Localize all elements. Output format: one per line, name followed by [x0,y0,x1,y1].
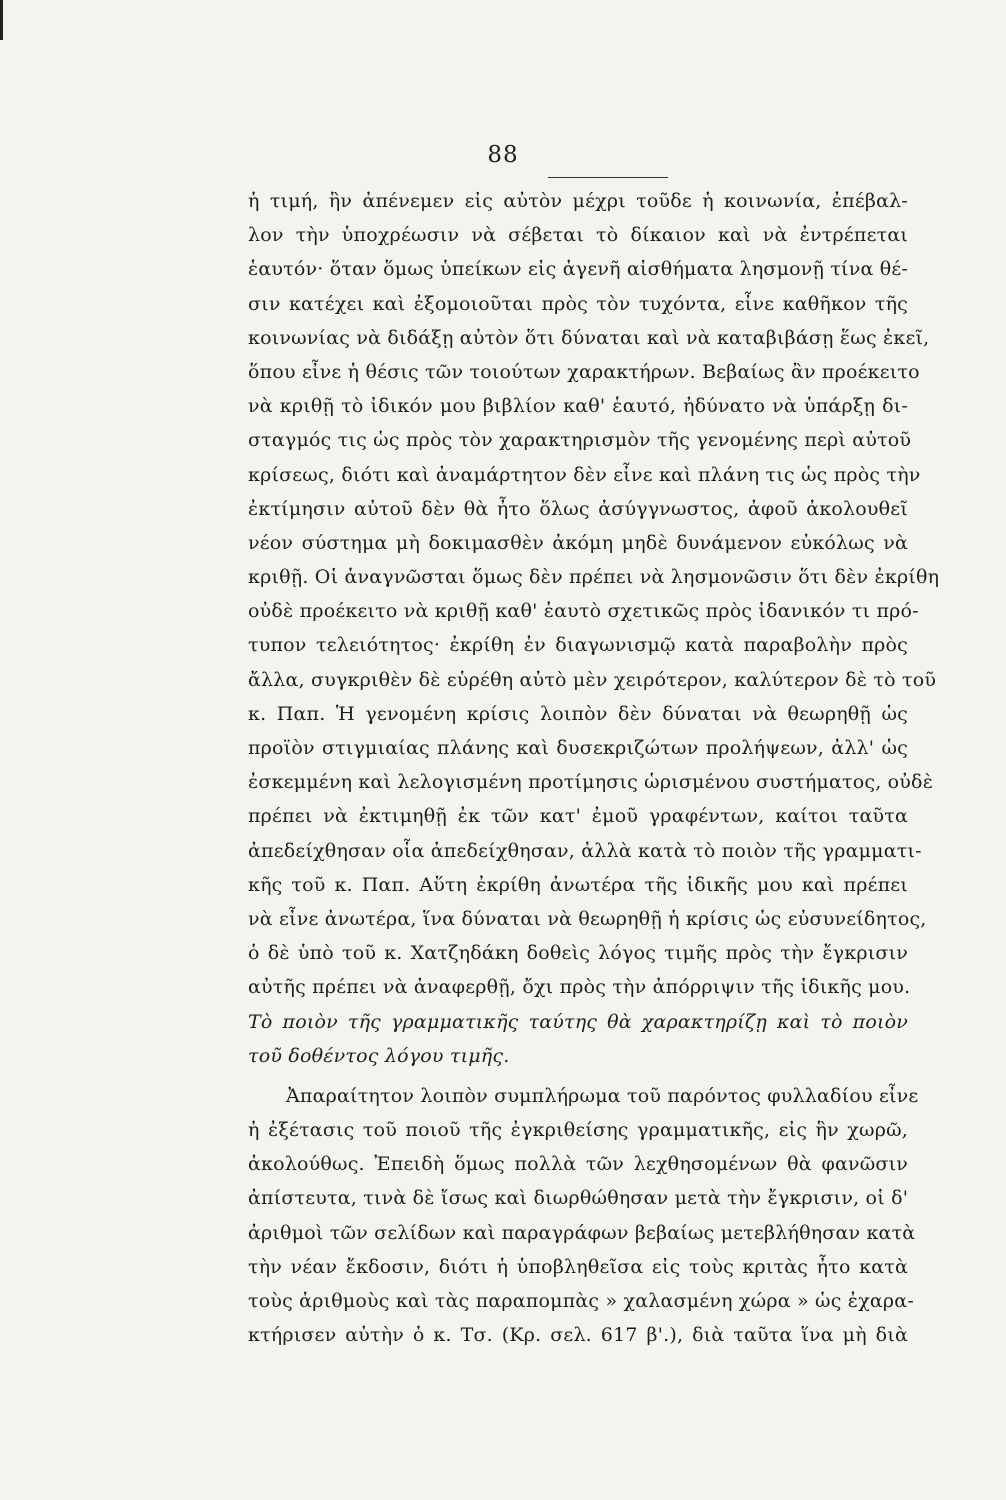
text-line: ἑαυτόν· ὅταν ὅμως ὑπείκων εἰς ἀγενῆ αἰσθήματα λησμονῇ τίνα θέ- [248,258,909,281]
text-line: προϊὸν στιγμιαίας πλάνης καὶ δυσεκριζώτων προλήψεων, ἀλλ' ὡς [248,737,908,759]
italic-text-line: Τὸ ποιὸν τῆς γραμματικῆς ταύτης θὰ χαρακτηρίζῃ καὶ τὸ ποιὸν [248,1010,908,1033]
text-line: ὁ δὲ ὑπὸ τοῦ κ. Χατζηδάκη δοθεὶς λόγος τιμῆς πρὸς τὴν ἔγκρισιν [248,942,908,965]
text-line: ἀπεδείχθησαν οἷα ἀπεδείχθησαν, ἀλλὰ κατὰ τὸ ποιὸν τῆς γραμματι- [248,839,922,862]
binding-edge-mark [0,0,3,40]
header-rule [548,177,668,178]
text-line: οὐδὲ προέκειτο νὰ κριθῇ καθ' ἑαυτὸ σχετικῶς πρὸς ἰδανικόν τι πρό- [248,600,919,623]
text-line: κ. Παπ. Ἡ γενομένη κρίσις λοιπὸν δὲν δύναται νὰ θεωρηθῇ ὡς [248,702,908,725]
text-line: νὰ εἶνε ἀνωτέρα, ἵνα δύναται νὰ θεωρηθῇ ἡ κρίσις ὡς εὐσυνείδητος, [248,907,927,930]
text-line: ἐσκεμμένη καὶ λελογισμένη προτίμησις ὡρισμένου συστήματος, οὐδὲ [248,771,934,794]
text-line: ἄλλα, συγκριθὲν δὲ εὑρέθη αὐτὸ μὲν χειρότερον, καλύτερον δὲ τὸ τοῦ [248,668,937,691]
text-line: ἀριθμοὶ τῶν σελίδων καὶ παραγράφων βεβαίως μετεβλήθησαν κατὰ [248,1221,916,1244]
text-line: τὴν νέαν ἔκδοσιν, διότι ἡ ὑποβληθεῖσα εἰς τοὺς κριτὰς ἦτο κατὰ [248,1255,908,1278]
text-line: ἐκτίμησιν αὐτοῦ δὲν θὰ ἦτο ὅλως ἀσύγγνωστος, ἀφοῦ ἀκολουθεῖ [248,497,908,520]
text-line: ἀπίστευτα, τινὰ δὲ ἴσως καὶ διωρθώθησαν μετὰ τὴν ἔγκρισιν, οἱ δ' [248,1187,909,1210]
text-line: κοινωνίας νὰ διδάξῃ αὐτὸν ὅτι δύναται καὶ νὰ καταβιβάσῃ ἕως ἐκεῖ, [248,326,930,349]
text-line: ἡ ἐξέτασις τοῦ ποιοῦ τῆς ἐγκριθείσης γραμματικῆς, εἰς ἣν χωρῶ, [248,1119,908,1142]
text-line: νὰ κριθῇ τὸ ἰδικόν μου βιβλίον καθ' ἑαυτό, ἠδύνατο νὰ ὑπάρξῃ δι- [248,395,908,418]
text-line: κρίσεως, διότι καὶ ἀναμάρτητον δὲν εἶνε καὶ πλάνη τις ὡς πρὸς τὴν [248,463,921,486]
text-line: ὅπου εἶνε ἡ θέσις τῶν τοιούτων χαρακτήρων. Βεβαίως ἂν προέκειτο [248,360,920,383]
text-line: τοὺς ἀριθμοὺς καὶ τὰς παραπομπὰς » χαλασμένη χώρα » ὡς ἐχαρα- [248,1290,914,1312]
text-line: κριθῇ. Οἱ ἀναγνῶσται ὅμως δὲν πρέπει νὰ λησμονῶσιν ὅτι δὲν ἐκρίθη [248,566,940,589]
text-line: ἡ τιμή, ἣν ἀπένεμεν εἰς αὐτὸν μέχρι τοῦδε ἡ κοινωνία, ἐπέβαλ- [248,190,908,212]
text-line: αὐτῆς πρέπει νὰ ἀναφερθῇ, ὄχι πρὸς τὴν ἀπόρριψιν τῆς ἰδικῆς μου. [248,976,911,999]
text-line: σταγμός τις ὡς πρὸς τὸν χαρακτηρισμὸν τῆς γενομένης περὶ αὐτοῦ [248,429,912,452]
page-number: 88 [487,142,519,168]
text-line: κῆς τοῦ κ. Παπ. Αὕτη ἐκρίθη ἀνωτέρα τῆς ἰδικῆς μου καὶ πρέπει [248,873,908,896]
italic-text-line: τοῦ δοθέντος λόγου τιμῆς. [248,1044,510,1067]
text-line: κτήρισεν αὐτὴν ὁ κ. Τσ. (Κρ. σελ. 617 β'.), διὰ ταῦτα ἵνα μὴ διὰ [248,1324,908,1347]
text-line: νέον σύστημα μὴ δοκιμασθὲν ἀκόμη μηδὲ δυνάμενον εὐκόλως νὰ [248,531,908,554]
text-line: πρέπει νὰ ἐκτιμηθῇ ἐκ τῶν κατ' ἐμοῦ γραφέντων, καίτοι ταῦτα [248,805,908,828]
text-line: σιν κατέχει καὶ ἐξομοιοῦται πρὸς τὸν τυχόντα, εἶνε καθῆκον τῆς [248,292,908,315]
paragraph-1 [248,184,940,1073]
body-text [248,184,940,1352]
text-line: τυπον τελειότητος· ἐκρίθη ἐν διαγωνισμῷ κατὰ παραβολὴν πρὸς [248,634,908,657]
paragraph-2 [248,1079,919,1353]
text-line: λον τὴν ὑποχρέωσιν νὰ σέβεται τὸ δίκαιον καὶ νὰ ἐντρέπεται [248,224,908,247]
text-line: ἀκολούθως. Ἐπειδὴ ὅμως πολλὰ τῶν λεχθησομένων θὰ φανῶσιν [248,1153,908,1176]
text-line: Ἀπαραίτητον λοιπὸν συμπλήρωμα τοῦ παρόντος φυλλαδίου εἶνε [286,1084,919,1107]
